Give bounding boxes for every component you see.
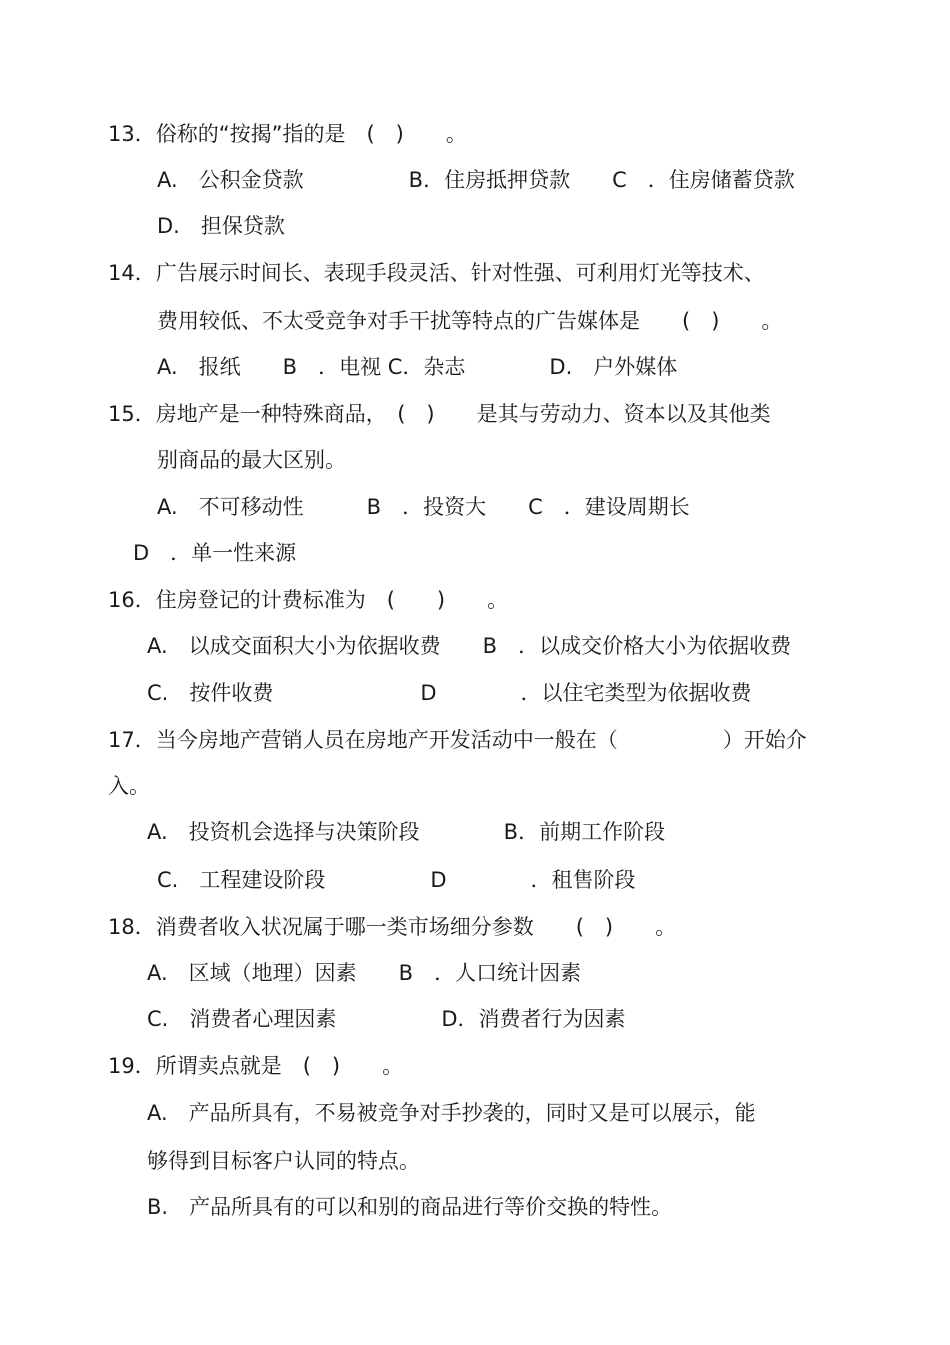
question-15-options-row-1: A. 不可移动性 B ．投资大 C ．建设周期长 — [157, 495, 690, 519]
question-17-options-row-1: A. 投资机会选择与决策阶段 B．前期工作阶段 — [147, 820, 666, 844]
question-16-options-row-1: A. 以成交面积大小为依据收费 B ．以成交价格大小为依据收费 — [147, 634, 792, 658]
question-13-stem: 13．俗称的“按揭”指的是 ( ) 。 — [108, 122, 467, 146]
question-14-stem: 14．广告展示时间长、表现手段灵活、针对性强、可利用灯光等技术、 — [108, 261, 765, 285]
question-19-stem: 19．所谓卖点就是 ( ) 。 — [108, 1054, 404, 1078]
question-16-options-row-2: C. 按件收费 D ．以住宅类型为依据收费 — [147, 681, 752, 705]
question-15-stem: 15．房地产是一种特殊商品， ( ) 是其与劳动力、资本以及其他类 — [108, 402, 771, 426]
question-18-options-row-2: C. 消费者心理因素 D．消费者行为因素 — [147, 1007, 626, 1031]
question-18-stem: 18．消费者收入状况属于哪一类市场细分参数 ( ) 。 — [108, 915, 677, 939]
question-19-option-a: A. 产品所具有，不易被竞争对手抄袭的，同时又是可以展示，能 — [147, 1101, 756, 1125]
question-16-stem: 16．住房登记的计费标准为 ( ) 。 — [108, 588, 509, 612]
question-15-options-row-2: D ．单一性来源 — [133, 541, 297, 565]
question-18-options-row-1: A. 区域（地理）因素 B ．人口统计因素 — [147, 961, 582, 985]
question-15-stem-continued: 别商品的最大区别。 — [157, 448, 346, 472]
question-19-option-b: B. 产品所具有的可以和别的商品进行等价交换的特性。 — [147, 1195, 673, 1219]
question-13-options-row-1: A. 公积金贷款 B．住房抵押贷款 C ．住房储蓄贷款 — [157, 168, 795, 192]
question-17-stem: 17．当今房地产营销人员在房地产开发活动中一般在（ ）开始介 — [108, 728, 807, 752]
question-17-options-row-2: C. 工程建设阶段 D ．租售阶段 — [157, 868, 636, 892]
question-19-option-a-continued: 够得到目标客户认同的特点。 — [147, 1149, 420, 1173]
question-14-options-row-1: A. 报纸 B ．电视 C．杂志 D. 户外媒体 — [157, 355, 678, 379]
question-17-stem-continued: 入。 — [108, 774, 150, 798]
question-14-stem-continued: 费用较低、不太受竞争对手干扰等特点的广告媒体是 ( ) 。 — [157, 309, 783, 333]
question-13-options-row-2: D. 担保贷款 — [157, 214, 285, 238]
